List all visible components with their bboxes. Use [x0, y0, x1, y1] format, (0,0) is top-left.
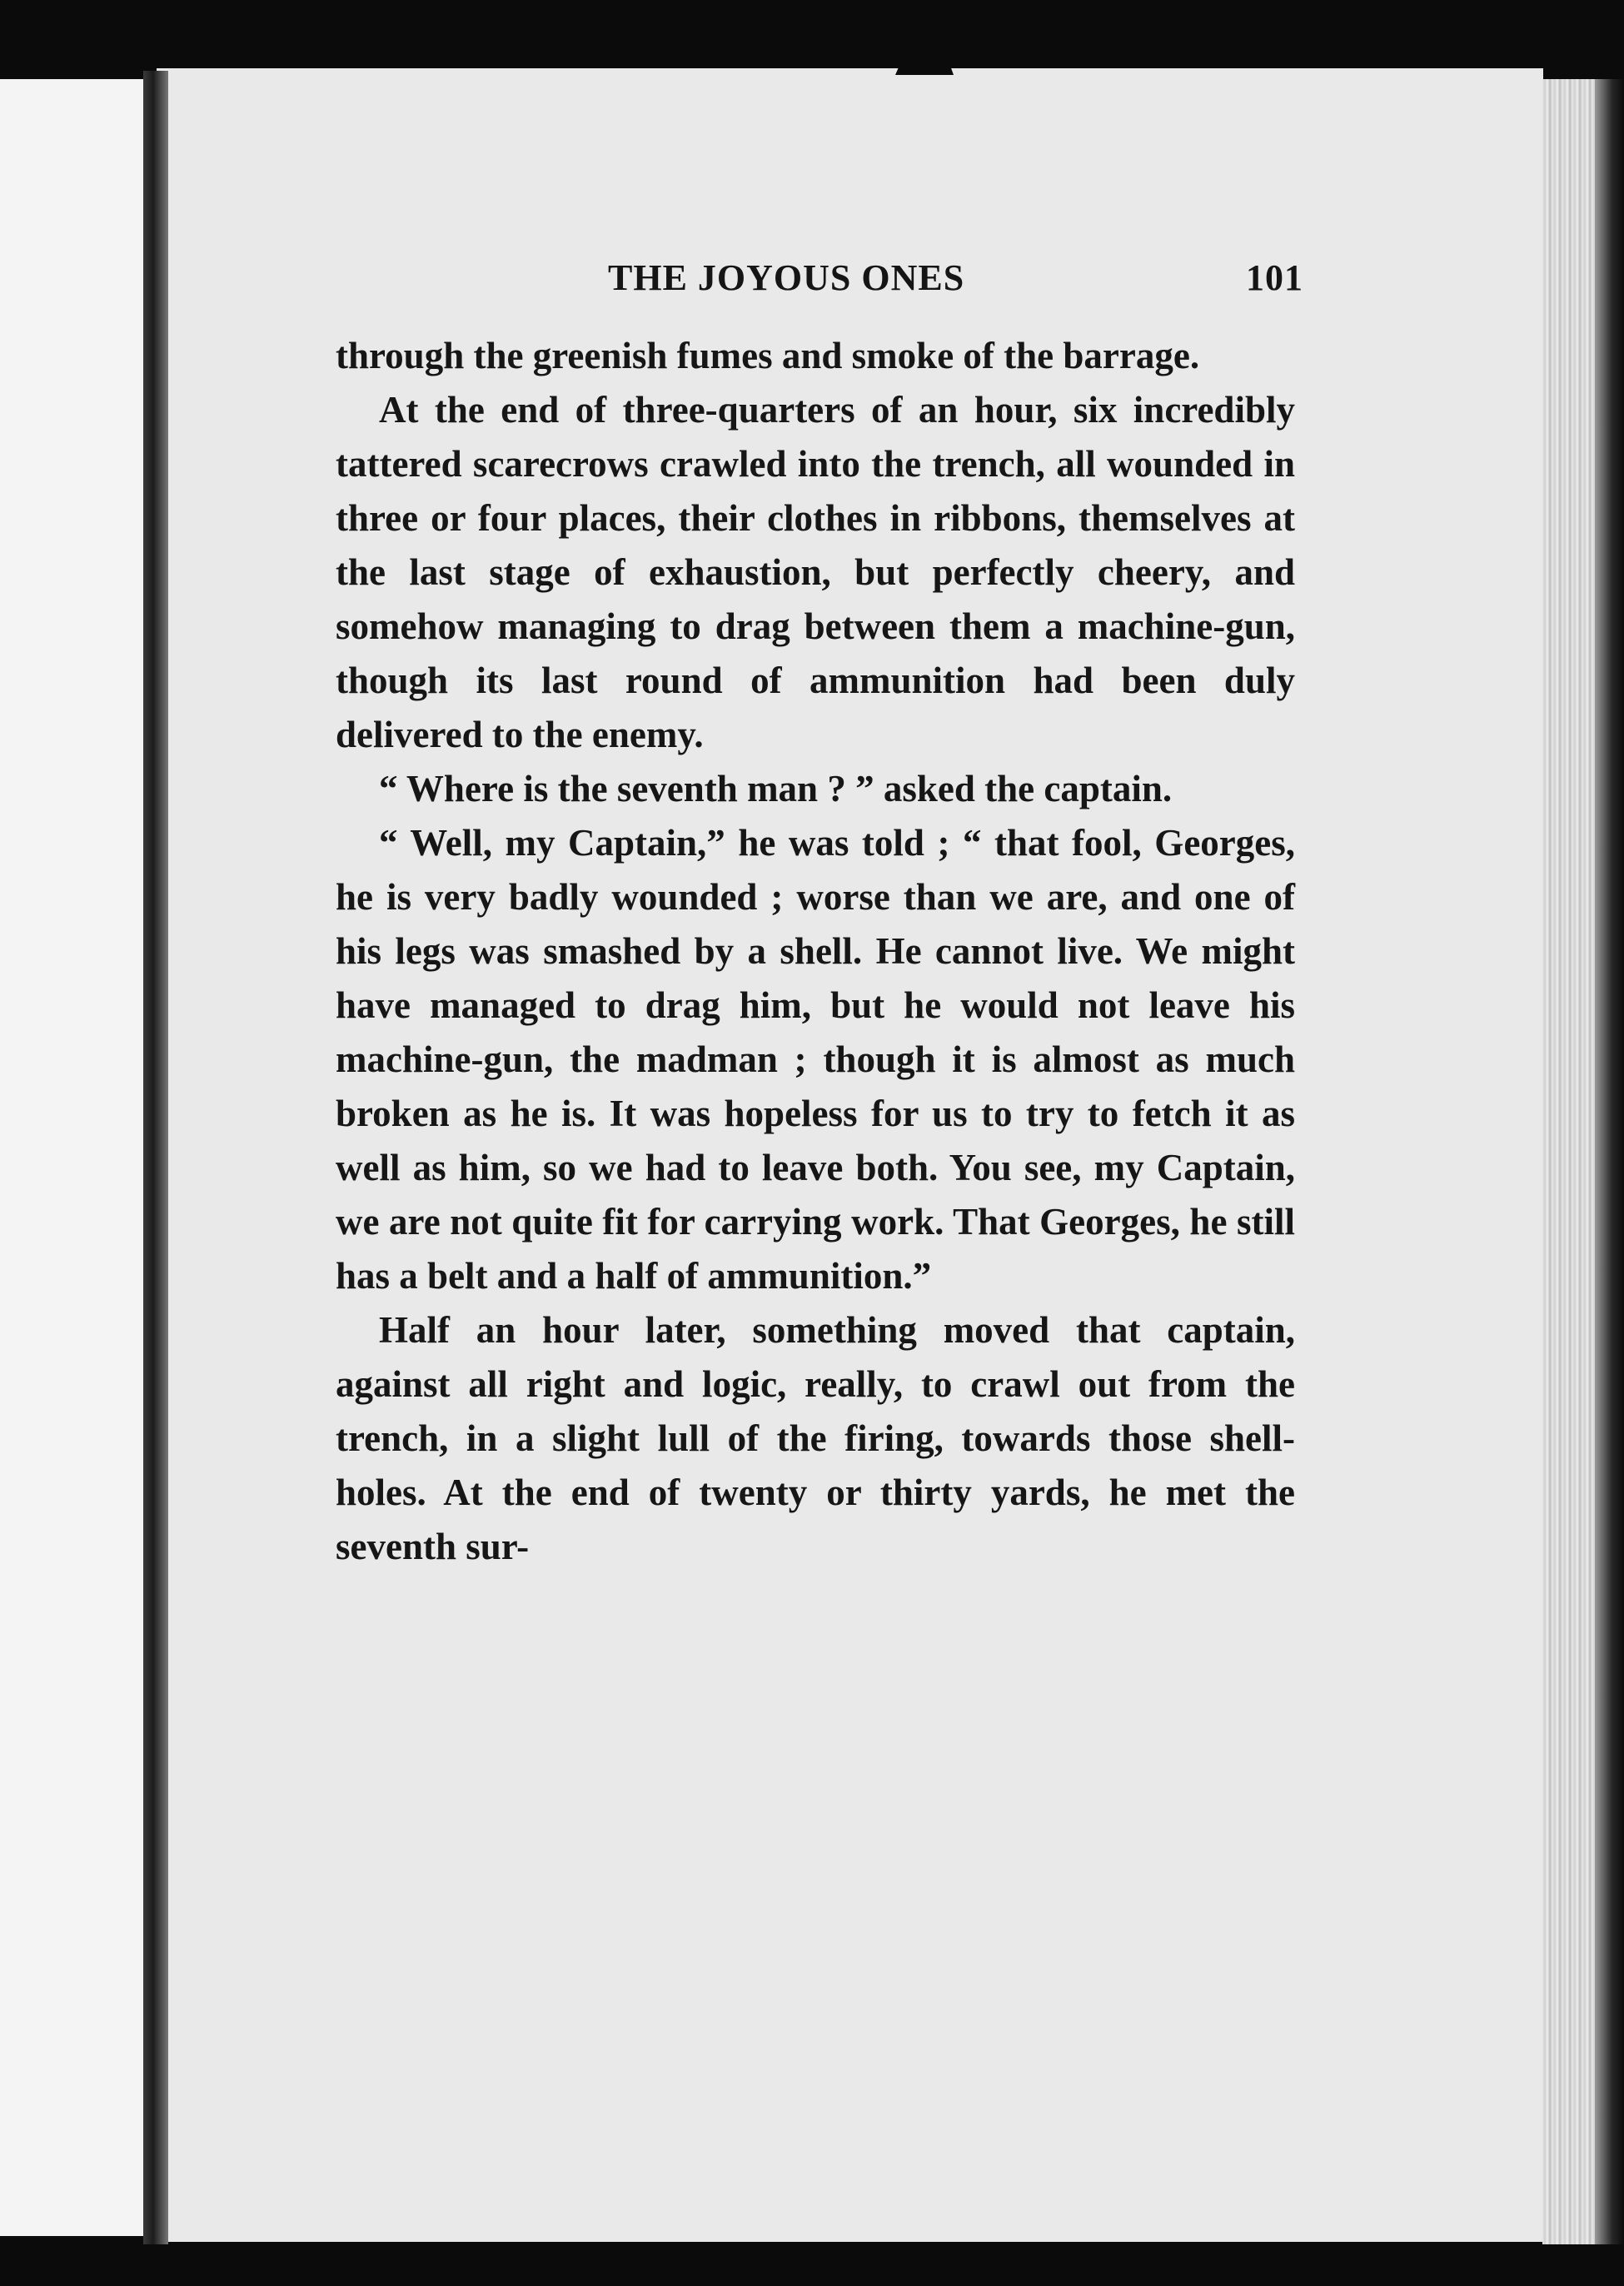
paragraph: through the greenish fumes and smoke of the barrage.: [336, 335, 1200, 376]
page-number: 101: [1246, 257, 1303, 298]
running-head: [336, 256, 1302, 303]
facing-page-margin: [0, 79, 158, 2236]
paragraph: “ Where is the seventh man ? ” asked the captain.: [379, 768, 1173, 809]
paragraph: Half an hour later, something moved that captain, against all right and logic, really, to crawl out from the trench, in a slight lull of the firing, towards those shell-holes. At the end of twenty or thirty yards, he met the seventh sur-: [336, 1309, 1295, 1567]
paragraph: “ Well, my Captain,” he was told ; “ that fool, Georges, he is very badly wounded ; worse than we are, and one of his legs was smashed by a shell. He cannot live. We might have managed to drag him, but he would not leave his machine-gun, the madman ; though it is almost as much broken as he is. It was hopeless for us to try to fetch it as well as him, so we had to leave both. You see, my Captain, we are not quite fit for carrying work. That Georges, he still has a belt and a half of ammunition.”: [336, 822, 1295, 1297]
page-gutter: [143, 71, 168, 2244]
page-edge-shadow: [1595, 79, 1624, 2244]
body-text: [336, 329, 1295, 1574]
paragraph: At the end of three-quarters of an hour, six incredibly tattered scarecrows crawled into the trench, all wounded in three or four places, their clothes in ribbons, themselves at the last stage of exhaustion, but perfectly cheery, and somehow managing to drag between them a machine-gun, though its last round of ammunition had been duly delivered to the enemy.: [336, 389, 1295, 755]
running-head-title: THE JOYOUS ONES: [608, 257, 965, 298]
